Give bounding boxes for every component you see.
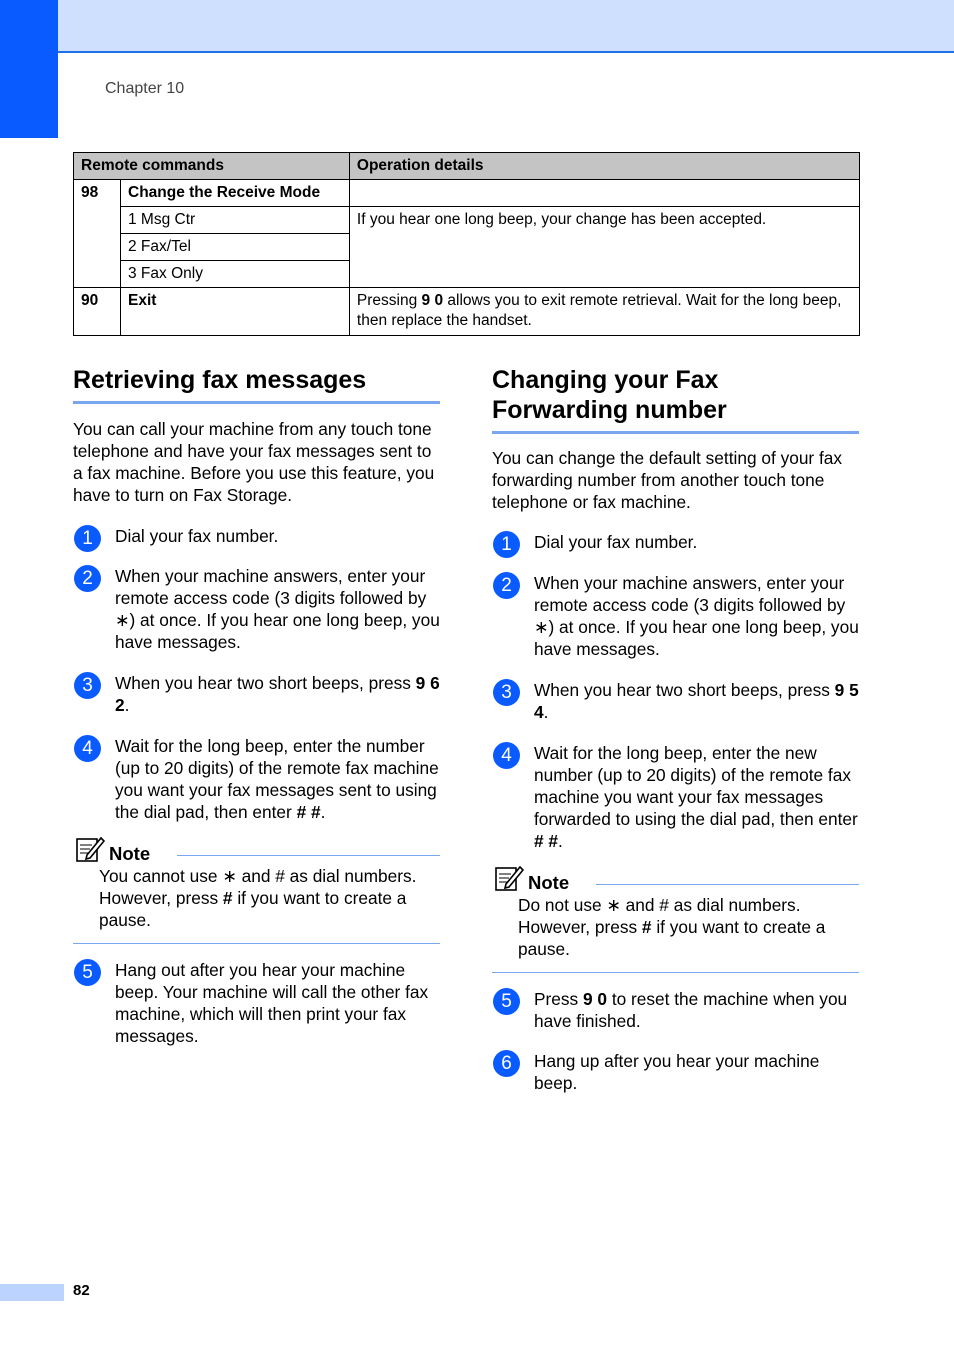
step-number: 3	[74, 672, 101, 699]
left-column	[73, 365, 440, 1047]
section-title: Retrieving fax messages	[73, 365, 440, 404]
command-title: Change the Receive Mode	[121, 180, 350, 207]
header-remote-commands: Remote commands	[74, 153, 350, 180]
step-number: 2	[74, 565, 101, 592]
page-number-bar	[0, 1284, 64, 1301]
step-4: 4 Wait for the long beep, enter the new number (up to 20 digits) of the remote fax machine you want your fax messages forwarded to using the dial pad, then enter # #.	[492, 742, 859, 852]
note-text: Do not use ∗ and # as dial numbers. However, press # if you want to create a pause.	[492, 894, 859, 973]
command-detail: Pressing 9 0 allows you to exit remote retrieval. Wait for the long beep, then replace the handset.	[349, 288, 859, 336]
receive-mode-option: 3 Fax Only	[121, 261, 350, 288]
page-number: 82	[73, 1282, 90, 1299]
receive-mode-option: 2 Fax/Tel	[121, 234, 350, 261]
step-1: 1 Dial your fax number.	[73, 525, 440, 547]
command-detail-empty	[349, 180, 859, 207]
step-2: 2 When your machine answers, enter your remote access code (3 digits followed by ∗) at once. If you hear one long beep, you have messages.	[73, 565, 440, 653]
table-row	[74, 288, 860, 336]
step-number: 4	[493, 742, 520, 769]
table-header-row	[74, 153, 860, 180]
step-number: 2	[493, 572, 520, 599]
step-number: 6	[493, 1050, 520, 1077]
header-operation-details: Operation details	[349, 153, 859, 180]
command-title: Exit	[121, 288, 350, 336]
step-4: 4 Wait for the long beep, enter the number (up to 20 digits) of the remote fax machine you want your fax messages sent to using the dial pad, then enter # #.	[73, 735, 440, 823]
note-label: Note	[528, 872, 570, 893]
command-code: 98	[74, 180, 121, 288]
section-intro: You can call your machine from any touch tone telephone and have your fax messages sent to a fax machine. Before you use this feature, you have to turn on Fax Storage.	[73, 419, 435, 505]
step-1: 1 Dial your fax number.	[492, 531, 859, 553]
section-intro: You can change the default setting of your fax forwarding number from another touch tone telephone or fax machine.	[492, 448, 843, 512]
right-column	[492, 365, 859, 1094]
note-label: Note	[109, 843, 151, 864]
step-3: 3 When you hear two short beeps, press 9 6 2.	[73, 672, 440, 716]
table-row	[74, 180, 860, 207]
step-number: 4	[74, 735, 101, 762]
chapter-tab	[0, 0, 58, 138]
step-number: 5	[74, 959, 101, 986]
note-pencil-icon	[494, 864, 524, 892]
chapter-label: Chapter 10	[105, 80, 185, 97]
receive-mode-option: 1 Msg Ctr	[121, 207, 350, 234]
top-band	[0, 0, 954, 53]
step-6: 6 Hang up after you hear your machine beep.	[492, 1050, 859, 1094]
table-row	[74, 207, 860, 234]
step-2: 2 When your machine answers, enter your remote access code (3 digits followed by ∗) at once. If you hear one long beep, you have messages.	[492, 572, 859, 660]
command-detail: If you hear one long beep, your change has been accepted.	[349, 207, 859, 288]
note-pencil-icon	[75, 835, 105, 863]
step-number: 3	[493, 679, 520, 706]
step-3: 3 When you hear two short beeps, press 9 5 4.	[492, 679, 859, 723]
note-box	[492, 864, 859, 973]
section-title: Changing your Fax Forwarding number	[492, 365, 859, 434]
remote-commands-table	[73, 152, 860, 336]
command-code: 90	[74, 288, 121, 336]
step-number: 1	[74, 525, 101, 552]
step-number: 5	[493, 988, 520, 1015]
step-5: 5 Hang out after you hear your machine beep. Your machine will call the other fax machine, which will then print your fax messages.	[73, 959, 440, 1047]
note-box	[73, 835, 440, 944]
step-5: 5 Press 9 0 to reset the machine when you have finished.	[492, 988, 859, 1032]
step-number: 1	[493, 531, 520, 558]
note-text: You cannot use ∗ and # as dial numbers. However, press # if you want to create a pause.	[73, 865, 440, 944]
